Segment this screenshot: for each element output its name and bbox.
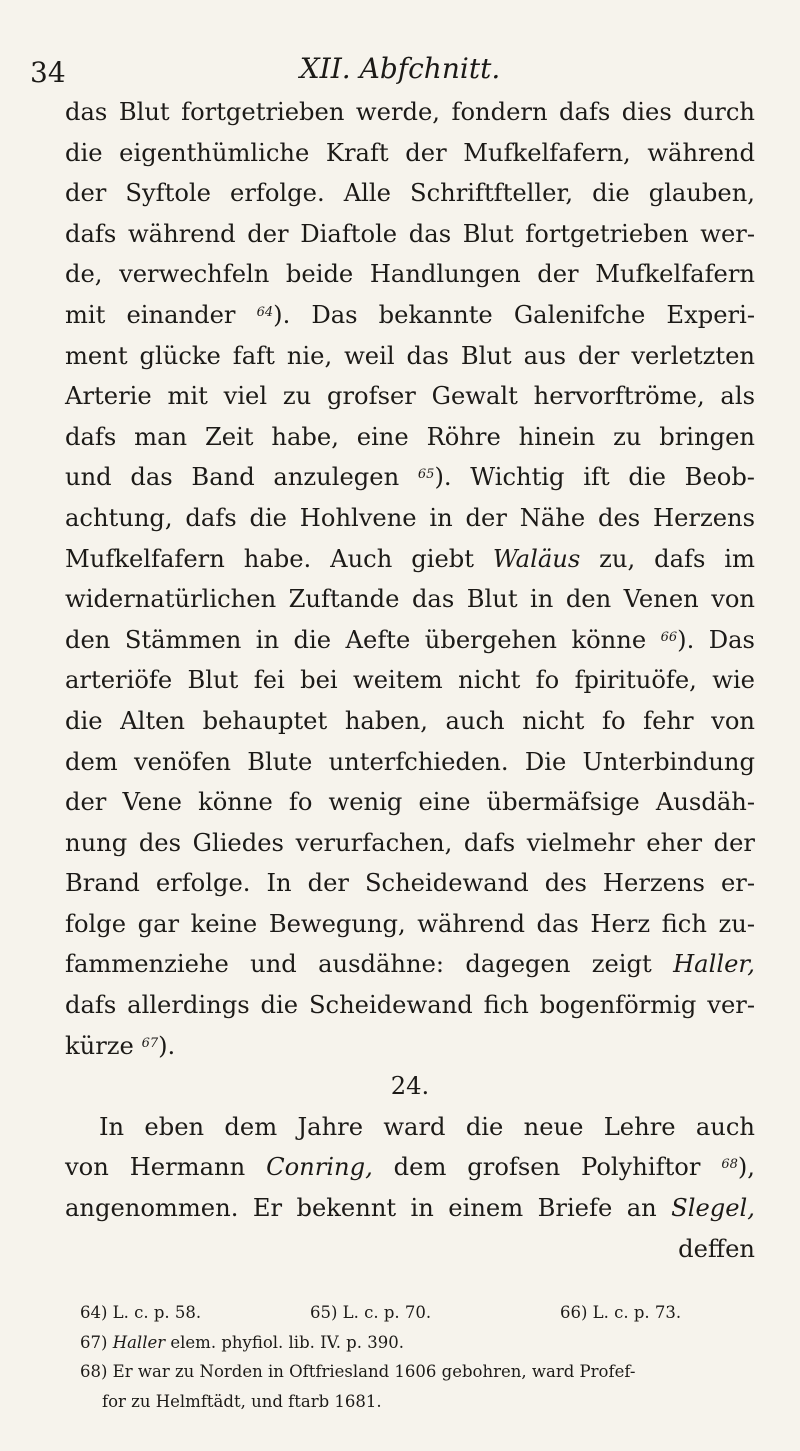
text-line [65, 457, 755, 498]
footnote-68: 68) Er war zu Norden in Oftfriesland 1606 gebohren, ward Profef- [80, 1362, 636, 1381]
author-name: Waläus [492, 544, 581, 573]
footnote-row [80, 1298, 750, 1328]
text-line: dafs allerdings die Scheidewand fich bogenförmig ver- [65, 991, 755, 1020]
text-line: dafs während der Diaftole das Blut fortgetrieben wer- [65, 219, 755, 248]
text-line: achtung, dafs die Hohlvene in der Nähe des Herzens [65, 503, 755, 532]
footnote-ref-68: 68 [721, 1157, 738, 1173]
footnote-num: 67) [80, 1332, 108, 1352]
text-line [65, 1147, 755, 1188]
footnotes [80, 1298, 750, 1416]
text-line: die Alten behauptet haben, auch nicht fo fehr von [65, 706, 755, 735]
main-text [65, 92, 755, 1269]
text-fragment: ). Wichtig ift die Beob- [434, 463, 755, 492]
text-line: folge gar keine Bewegung, während das Herz fich zu- [65, 909, 755, 938]
running-head: XII. Abfchnitt. [299, 52, 501, 85]
text-fragment: und das Band anzulegen [65, 463, 400, 492]
text-line: widernatürlichen Zuftande das Blut in den Venen von [65, 585, 755, 614]
footnote-author: Haller [112, 1332, 166, 1352]
footnote-64: 64) L. c. p. 58. [80, 1303, 202, 1322]
text-line: dafs man Zeit habe, eine Röhre hinein zu bringen [65, 422, 755, 451]
text-line: ment glücke faft nie, weil das Blut aus der verletzten [65, 341, 755, 370]
text-line: Arterie mit viel zu grofser Gewalt hervorftröme, als [65, 382, 755, 411]
text-line: Brand erfolge. In der Scheidewand des Herzens er- [65, 869, 755, 898]
author-name: Slegel, [671, 1194, 755, 1223]
text-line [65, 1188, 755, 1229]
text-fragment: ). Das [677, 625, 755, 654]
footnote-68-continued: for zu Helmftädt, und ftarb 1681. [102, 1391, 382, 1411]
text-line [65, 620, 755, 661]
text-line: die eigenthümliche Kraft der Mufkelfafern, während [65, 138, 755, 167]
author-name: Conring, [266, 1153, 373, 1182]
footnote-ref-65: 65 [417, 467, 435, 483]
page-header [0, 48, 800, 88]
text-fragment: fammenziehe und ausdähne: dagegen zeigt [65, 950, 652, 979]
text-line: nung des Gliedes verurfachen, dafs vielmehr eher der [65, 828, 755, 857]
page-number: 34 [30, 56, 66, 89]
text-fragment: kürze [65, 1031, 134, 1060]
footnote-65: 65) L. c. p. 70. [310, 1303, 432, 1322]
text-line [65, 539, 755, 580]
text-line: der Vene könne fo wenig eine übermäfsige Ausdäh- [65, 788, 755, 817]
text-fragment: mit einander [65, 300, 236, 329]
text-line: dem venöfen Blute unterfchieden. Die Unterbindung [65, 747, 755, 776]
text-fragment: zu, dafs im [599, 544, 755, 573]
text-fragment: ), [737, 1153, 755, 1182]
text-line: arteriöfe Blut fei bei weitem nicht fo fpirituöfe, wie [65, 666, 755, 695]
text-line [65, 944, 755, 985]
text-fragment: ). [158, 1031, 176, 1060]
author-name: Haller, [673, 950, 755, 979]
footnote-66: 66) L. c. p. 73. [560, 1303, 682, 1322]
footnote-ref-64: 64 [256, 304, 274, 320]
text-line [65, 295, 755, 336]
text-line [65, 1026, 755, 1067]
catchword: deffen [678, 1234, 755, 1263]
section-number: 24. [390, 1072, 430, 1101]
text-line: das Blut fortgetrieben werde, fondern dafs dies durch [65, 98, 755, 126]
text-line: de, verwechfeln beide Handlungen der Mufkelfafern [65, 260, 755, 289]
text-line: In eben dem Jahre ward die neue Lehre auch [99, 1112, 755, 1141]
text-fragment: den Stämmen in die Aefte übergehen könne [65, 625, 647, 654]
text-fragment: Mufkelfafern habe. Auch giebt [65, 544, 474, 573]
footnote-ref-67: 67 [141, 1035, 159, 1051]
footnote-ref-66: 66 [660, 629, 678, 645]
footnote-text: elem. phyfiol. lib. IV. p. 390. [170, 1332, 404, 1352]
text-fragment: von Hermann [65, 1153, 246, 1182]
footnote-67 [80, 1328, 750, 1358]
text-line: der Syftole erfolge. Alle Schriftfteller, die glauben, [65, 179, 755, 208]
text-fragment: angenommen. Er bekennt in einem Briefe an [65, 1194, 657, 1223]
text-fragment: ). Das bekannte Galenifche Experi- [273, 300, 755, 329]
text-fragment: dem grofsen Polyhiftor [393, 1153, 701, 1182]
